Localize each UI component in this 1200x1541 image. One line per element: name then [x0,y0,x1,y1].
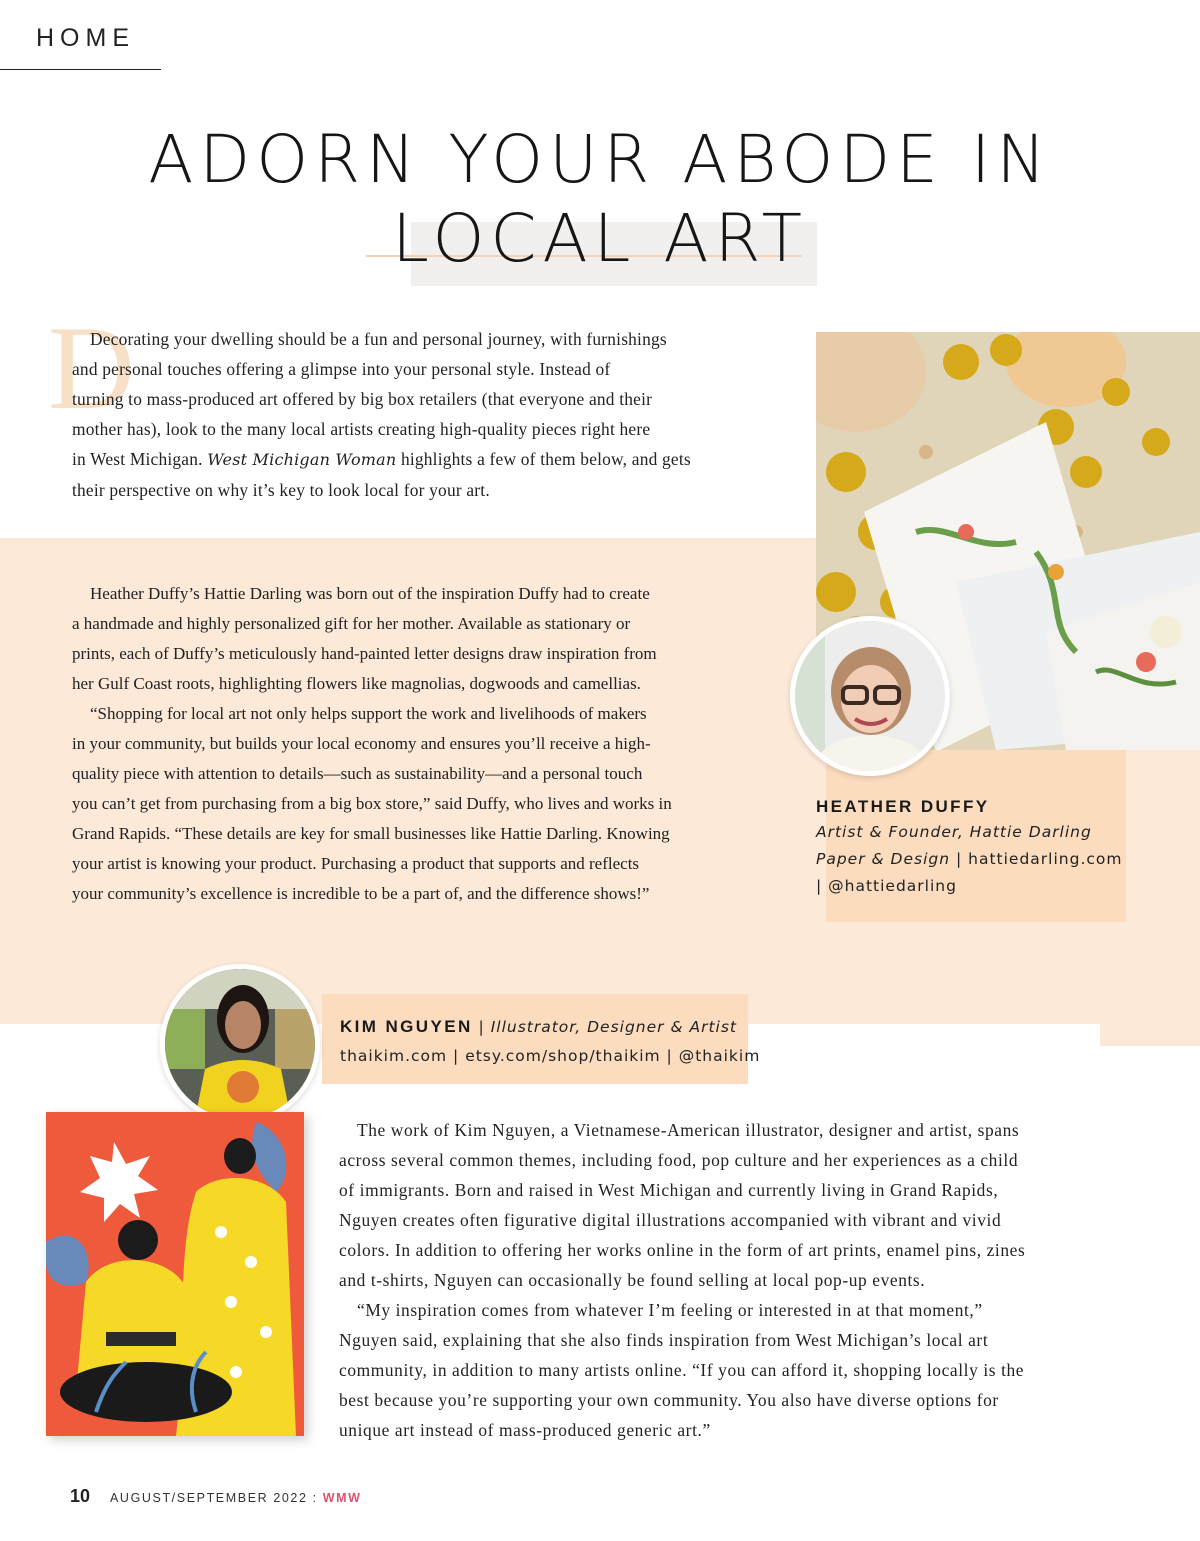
bio-role: Artist & Founder, Hattie Darling [816,823,1092,841]
intro-text: in West Michigan. [72,449,208,469]
issue-label [110,1491,362,1505]
website-link[interactable]: hattiedarling.com [968,850,1123,868]
article-line: colors. In addition to offering her works online in the form of art prints, enamel pins, zines [339,1240,1026,1260]
page-number: 10 [70,1486,91,1506]
article-line: Nguyen creates often figurative digital illustrations accompanied with vibrant and vivid [339,1210,1002,1230]
article-line: unique art instead of mass-produced generic art.” [339,1420,711,1440]
kim-nguyen-portrait [160,964,320,1124]
heather-duffy-portrait [790,616,950,776]
article-line: and t-shirts, Nguyen can occasionally be found selling at local pop-up events. [339,1270,926,1290]
intro-line: and personal touches offering a glimpse into your personal style. Instead of [72,359,611,379]
article-line: of immigrants. Born and raised in West Michigan and currently living in Grand Rapids, [339,1180,999,1200]
article-line: community, in addition to many artists online. “If you can afford it, shopping locally is the [339,1360,1025,1380]
article-line: The work of Kim Nguyen, a Vietnamese-American illustrator, designer and artist, spans [357,1120,1020,1140]
feature-background-extension [1100,1020,1200,1046]
article-line: prints, each of Duffy’s meticulously hand-painted letter designs draw inspiration from [72,644,657,663]
publication-name: West Michigan Woman [207,450,397,469]
issue-date: AUGUST/SEPTEMBER 2022 : [110,1491,323,1505]
article-line: “Shopping for local art not only helps support the work and livelihoods of makers [90,704,647,723]
section-divider [0,69,161,70]
drop-cap: D [48,301,135,434]
intro-line [72,444,758,475]
social-handle[interactable]: | @hattiedarling [816,877,957,895]
headline-line-2: LOCAL ART [392,200,808,277]
headline-line-1: ADORN YOUR ABODE IN [148,121,1052,198]
article-line: Nguyen said, explaining that she also finds inspiration from West Michigan’s local art [339,1330,989,1350]
intro-line: turning to mass-produced art offered by big box retailers (that everyone and their [72,389,653,409]
bio-role: Illustrator, Designer & Artist [490,1018,737,1036]
article-line: Heather Duffy’s Hattie Darling was born out of the inspiration Duffy had to create [90,584,650,603]
article-line: you can’t get from purchasing from a big box store,” said Duffy, who lives and works in [72,794,672,813]
bio-separator: | [472,1018,491,1036]
heather-article [72,579,762,909]
article-line: best because you’re supporting your own community. You also have diverse options for [339,1390,999,1410]
article-line: your community’s excellence is incredible to be a part of, and the difference shows!” [72,884,650,903]
bio-separator: | [950,850,969,868]
bio-name: HEATHER DUFFY [816,797,990,816]
kim-bio-title [340,1014,780,1041]
intro-text: highlights a few of them below, and gets [396,449,691,469]
bio-role-line [816,846,1146,873]
kim-bio [340,1014,780,1070]
intro-line: mother has), look to the many local artists creating high-quality pieces right here [72,419,651,439]
article-line: across several common themes, including food, pop culture and her experiences as a child [339,1150,1019,1170]
kim-article [339,1115,1129,1445]
article-line: quality piece with attention to details—such as sustainability—and a personal touch [72,764,643,783]
article-line: Grand Rapids. “These details are key for small businesses like Hattie Darling. Knowing [72,824,670,843]
bio-links[interactable]: thaikim.com | etsy.com/shop/thaikim | @thaikim [340,1047,761,1065]
publication-mark: WMW [322,1491,362,1505]
bio-role: Paper & Design [816,850,951,868]
bio-name: KIM NGUYEN [340,1017,473,1036]
section-label: HOME [36,24,135,52]
article-line: a handmade and highly personalized gift for her mother. Available as stationary or [72,614,631,633]
article-line: your artist is knowing your product. Purchasing a product that supports and reflects [72,854,640,873]
kim-nguyen-art-print [46,1112,304,1436]
intro-paragraph [72,324,758,505]
heather-bio [816,797,1146,900]
article-line: “My inspiration comes from whatever I’m feeling or interested in at that moment,” [357,1300,983,1320]
intro-line: Decorating your dwelling should be a fun and personal journey, with furnishings [90,329,667,349]
article-line: her Gulf Coast roots, highlighting flowers like magnolias, dogwoods and camellias. [72,674,641,693]
article-line: in your community, but builds your local economy and ensures you’ll receive a high- [72,734,651,753]
intro-line: their perspective on why it’s key to look local for your art. [72,480,490,500]
